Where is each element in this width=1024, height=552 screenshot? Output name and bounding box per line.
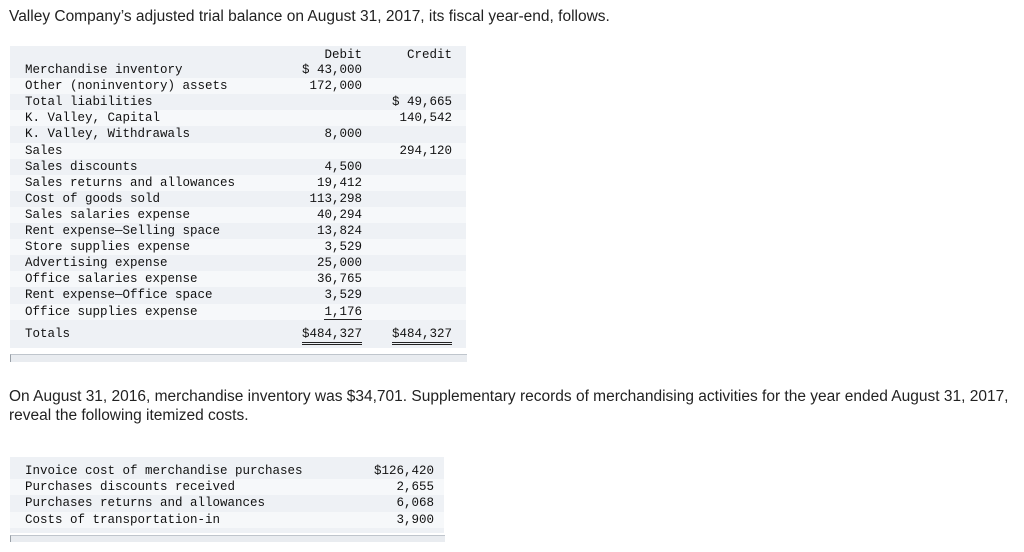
trial-balance-table xyxy=(10,46,466,348)
credit-amount: 140,542 xyxy=(399,111,452,126)
intro-text: Valley Company’s adjusted trial balance on August 31, 2017, its fiscal year-end, follows. xyxy=(9,8,610,25)
table-row xyxy=(10,94,466,110)
table-row xyxy=(10,271,466,287)
account-name: Cost of goods sold xyxy=(25,191,161,206)
account-name: Store supplies expense xyxy=(25,240,191,255)
credit-amount: $ 49,665 xyxy=(391,95,452,110)
list-item xyxy=(10,512,444,528)
cost-label: Purchases discounts received xyxy=(25,480,236,495)
table-row xyxy=(10,143,466,159)
table-row xyxy=(10,207,466,223)
table-row xyxy=(10,110,466,126)
table-row xyxy=(10,62,466,78)
debit-amount: 36,765 xyxy=(316,272,362,287)
table-row xyxy=(10,223,466,239)
table-row xyxy=(10,159,466,175)
account-name: Advertising expense xyxy=(25,256,168,271)
cost-amount: 2,655 xyxy=(396,480,434,495)
totals-label: Totals xyxy=(25,327,71,341)
account-name: K. Valley, Withdrawals xyxy=(25,127,191,142)
debit-amount: 172,000 xyxy=(309,79,362,94)
total-credit: $484,327 xyxy=(392,327,452,345)
account-name: Total liabilities xyxy=(25,95,153,110)
cost-amount: 3,900 xyxy=(396,512,434,527)
table-row xyxy=(10,191,466,207)
account-name: Rent expense—Office space xyxy=(25,288,213,303)
account-name: Sales salaries expense xyxy=(25,207,191,222)
list-item xyxy=(10,463,444,479)
account-name: Sales discounts xyxy=(25,159,138,174)
account-name: K. Valley, Capital xyxy=(25,111,161,126)
itemized-costs-table xyxy=(10,457,444,533)
cost-label: Purchases returns and allowances xyxy=(25,496,266,511)
account-name: Sales xyxy=(25,143,63,158)
cost-amount: 6,068 xyxy=(396,496,434,511)
list-item xyxy=(10,479,444,495)
debit-amount: 13,824 xyxy=(316,224,362,238)
cost-label: Costs of transportation-in xyxy=(25,512,221,527)
debit-amount: 113,298 xyxy=(309,191,362,206)
table-row xyxy=(10,175,466,191)
account-name: Rent expense—Selling space xyxy=(25,224,221,238)
debit-header: Debit xyxy=(324,48,362,62)
totals-row xyxy=(10,326,466,342)
account-name: Merchandise inventory xyxy=(25,63,183,77)
debit-amount: 40,294 xyxy=(316,207,362,222)
debit-amount: $ 43,000 xyxy=(301,63,362,77)
account-name: Other (noninventory) assets xyxy=(25,79,228,94)
table-row xyxy=(10,287,466,303)
cost-amount: $126,420 xyxy=(373,464,434,478)
account-name: Sales returns and allowances xyxy=(25,175,236,190)
cost-label: Invoice cost of merchandise purchases xyxy=(25,464,303,478)
credit-header: Credit xyxy=(406,48,452,62)
table-row xyxy=(10,239,466,255)
account-name: Office salaries expense xyxy=(25,272,198,287)
account-name: Office supplies expense xyxy=(25,304,198,319)
debit-amount: 19,412 xyxy=(316,175,362,190)
table-row xyxy=(10,126,466,142)
debit-amount: 1,176 xyxy=(324,304,362,319)
debit-amount: 8,000 xyxy=(324,127,362,142)
total-debit: $484,327 xyxy=(302,327,362,345)
debit-amount: 3,529 xyxy=(324,240,362,255)
list-item xyxy=(10,495,444,511)
table-row xyxy=(10,255,466,271)
supplementary-text: On August 31, 2016, merchandise inventory was $34,701. Supplementary records of merchandising activities for the year ended August 31, 2017, reveal the following itemized costs. xyxy=(9,388,1009,424)
table-footer-bar xyxy=(10,354,467,362)
debit-amount: 4,500 xyxy=(324,159,362,174)
debit-amount: 3,529 xyxy=(324,288,362,303)
table-footer-bar xyxy=(10,535,445,542)
credit-amount: 294,120 xyxy=(399,143,452,158)
table-row xyxy=(10,78,466,94)
table-row xyxy=(10,304,466,320)
debit-amount: 25,000 xyxy=(316,256,362,271)
